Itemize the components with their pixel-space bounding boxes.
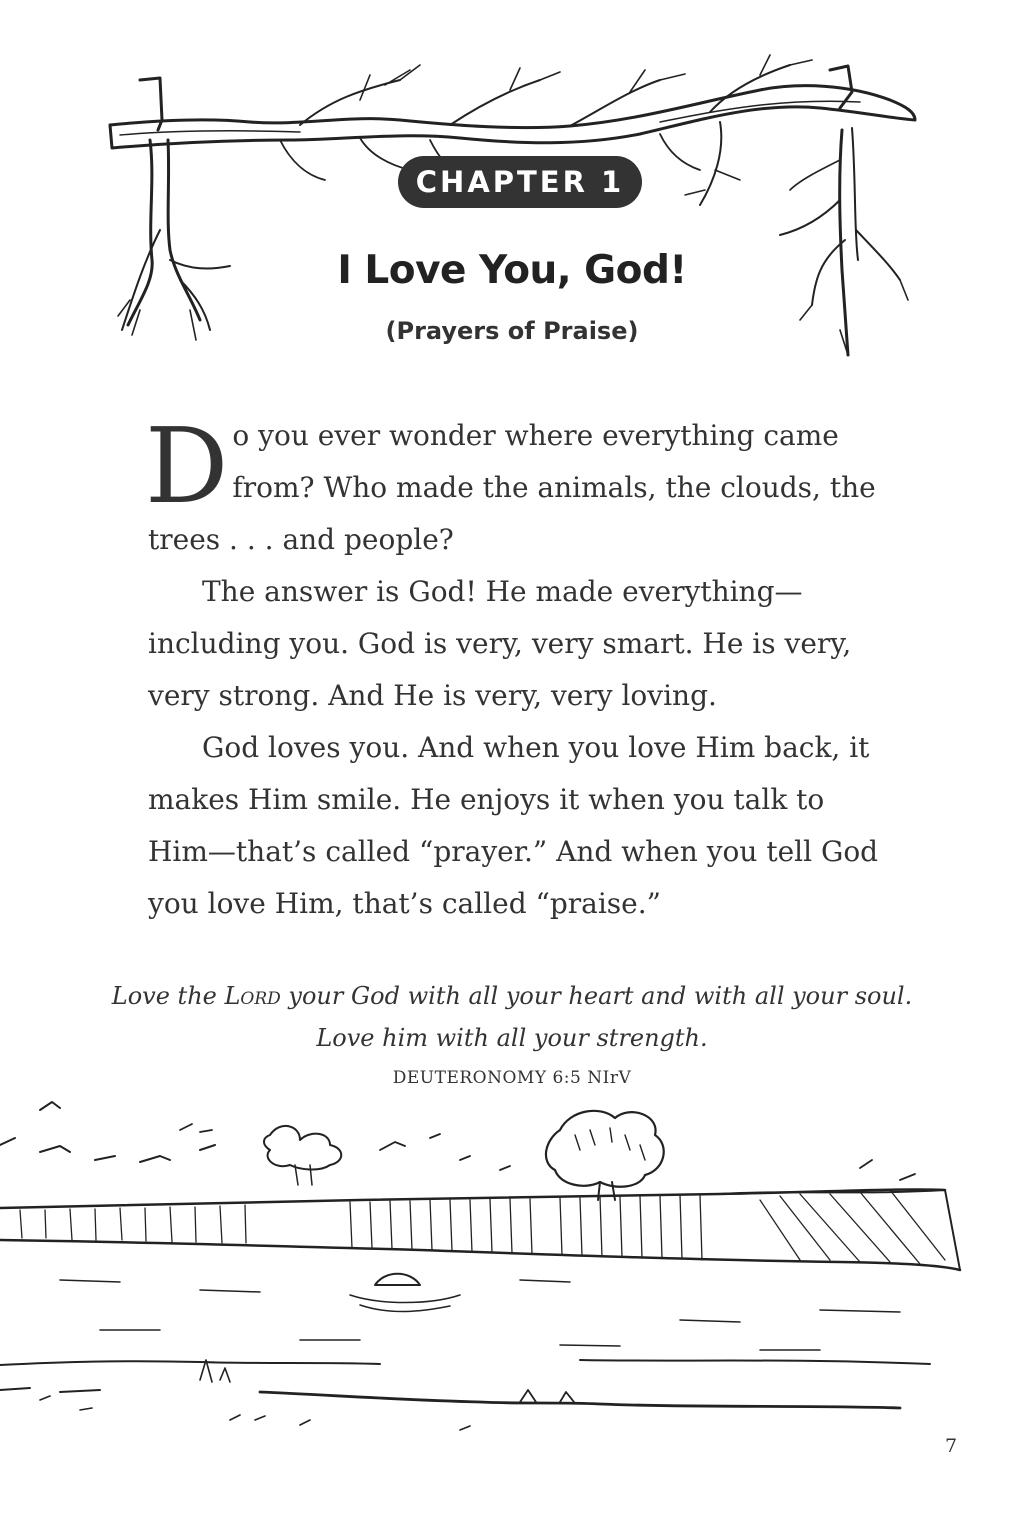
chapter-badge: CHAPTER 1 — [398, 156, 642, 208]
scripture-verse — [0, 975, 1024, 1059]
drop-cap: D — [145, 405, 229, 527]
river-landscape-icon — [0, 1090, 1024, 1450]
verse-line-1 — [0, 975, 1024, 1017]
verse-text: your God with all your heart and with all your soul. — [280, 982, 913, 1010]
lord-smallcaps: Lord — [224, 982, 281, 1010]
verse-reference: DEUTERONOMY 6:5 NIrV — [392, 1068, 632, 1088]
verse-text: Love the — [111, 982, 225, 1010]
body-text — [145, 405, 883, 930]
page-number: 7 — [944, 1435, 958, 1457]
paragraph: God loves you. And when you love Him back, it makes Him smile. He enjoys it when you talk to Him—that’s called “prayer.” And when you tell God you love Him, that’s called “praise.” — [148, 731, 879, 920]
verse-line-2: Love him with all your strength. — [316, 1024, 708, 1052]
chapter-title: I Love You, God! — [337, 248, 687, 293]
paragraph-text: o you ever wonder where everything came from? Who made the animals, the clouds, the trees . . . and people? — [148, 419, 876, 556]
paragraph: The answer is God! He made everything—including you. God is very, very smart. He is very, very strong. And He is very, very loving. — [148, 575, 852, 712]
chapter-subtitle: (Prayers of Praise) — [385, 317, 639, 345]
paragraph — [145, 405, 883, 566]
